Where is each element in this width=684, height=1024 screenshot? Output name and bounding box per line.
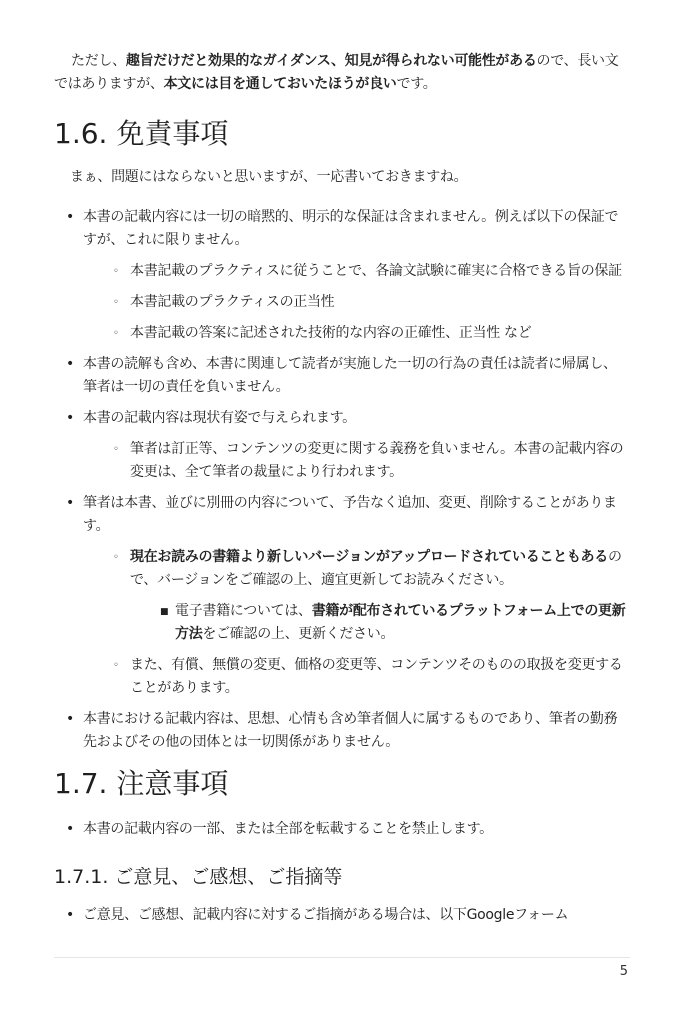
bullet-icon: • xyxy=(66,209,74,225)
list-item xyxy=(64,708,630,754)
feedback-list xyxy=(64,904,630,935)
page-number: 5 xyxy=(619,964,628,979)
sub-list-item-text: 本書記載のプラクティスに従うことで、各論文試験に確実に合格できる旨の保証 xyxy=(130,263,622,279)
sub-list-item xyxy=(112,291,630,314)
list-item-text: 本書の記載内容の一部、または全部を転載することを禁止します。 xyxy=(83,821,493,837)
sub-list-item-text: 本書記載のプラクティスの正当性 xyxy=(130,294,335,310)
circle-bullet-icon: ◦ xyxy=(113,297,119,308)
bullet-icon: • xyxy=(66,356,74,372)
intro-bold-1: 趣旨だけだと効果的なガイダンス、知見が得られない可能性がある xyxy=(125,53,537,69)
list-item xyxy=(64,353,630,399)
sub-list-item xyxy=(112,322,630,345)
intro-text-3: です。 xyxy=(396,76,437,92)
bullet-icon: • xyxy=(66,410,74,426)
circle-bullet-icon: ◦ xyxy=(113,660,119,671)
sub-list-item xyxy=(112,546,630,646)
sub-sub-item-bold: 書籍が配布されているプラットフォーム上での更新方法 xyxy=(175,603,626,642)
subsection-heading-feedback: 1.7.1. ご意見、ご感想、ご指摘等 xyxy=(54,866,343,888)
list-item xyxy=(64,904,630,927)
notes-list xyxy=(64,818,630,849)
bullet-icon: • xyxy=(66,907,74,923)
sub-list-item xyxy=(112,438,630,484)
sub-list xyxy=(83,438,630,484)
sub-list-item xyxy=(112,260,630,283)
intro-paragraph xyxy=(54,50,630,96)
sub-list-item-text: 筆者は訂正等、コンテンツの変更に関する義務を負いません。本書の記載内容の変更は、全て筆者の裁量により行われます。 xyxy=(130,441,624,480)
intro-text-2: ので、長い文ではありますが、 xyxy=(54,53,619,92)
sub-list xyxy=(83,546,630,700)
list-item xyxy=(64,492,630,700)
section-heading-disclaimer: 1.6. 免責事項 xyxy=(54,117,229,150)
list-item-text: 筆者は本書、並びに別冊の内容について、予告なく追加、変更、削除することがあります。 xyxy=(83,495,617,534)
sub-sub-item-text-2: をご確認の上、更新ください。 xyxy=(202,626,395,642)
section-heading-notes: 1.7. 注意事項 xyxy=(54,767,229,800)
intro-text-1: ただし、 xyxy=(71,53,126,69)
list-item-text: 本書の読解も含め、本書に関連して読者が実施した一切の行為の責任は読者に帰属し、筆者は一切の責任を負いません。 xyxy=(83,356,617,395)
bullet-icon: • xyxy=(66,495,74,511)
circle-bullet-icon: ◦ xyxy=(113,266,119,277)
sub-list-item-text: また、有償、無償の変更、価格の変更等、コンテンツそのものの取扱を変更することがあります。 xyxy=(130,657,623,696)
sub-list xyxy=(83,260,630,345)
sub-list-item-text: 本書記載の答案に記述された技術的な内容の正確性、正当性 など xyxy=(130,325,532,341)
sub-list-item-bold: 現在お読みの書籍より新しいバージョンがアップロードされていることもある xyxy=(130,549,608,565)
square-bullet-icon: ■ xyxy=(160,607,169,617)
list-item-text: 本書における記載内容は、思想、心情も含め筆者個人に属するものであり、筆者の勤務先およびその他の団体とは一切関係がありません。 xyxy=(83,711,618,750)
sub-sub-list-item xyxy=(158,600,630,646)
sub-sub-list xyxy=(130,600,630,646)
disclaimer-list xyxy=(64,206,630,762)
list-item xyxy=(64,407,630,484)
list-item-text: 本書の記載内容は現状有姿で与えられます。 xyxy=(83,410,356,426)
circle-bullet-icon: ◦ xyxy=(113,444,119,455)
footer-divider xyxy=(54,957,630,958)
disclaimer-lead: まぁ、問題にはならないと思いますが、一応書いておきますね。 xyxy=(70,169,468,185)
list-item xyxy=(64,206,630,345)
bullet-icon: • xyxy=(66,711,74,727)
list-item-text: 本書の記載内容には一切の暗黙的、明示的な保証は含まれません。例えば以下の保証ですが、これに限りません。 xyxy=(83,209,619,248)
intro-bold-2: 本文には目を通しておいたほうが良い xyxy=(163,76,397,92)
sub-list-item xyxy=(112,654,630,700)
bullet-icon: • xyxy=(66,821,74,837)
sub-list-item-text: ので、バージョンをご確認の上、適宜更新してお読みください。 xyxy=(130,549,622,588)
sub-sub-item-text-1: 電子書籍については、 xyxy=(175,603,312,619)
list-item-text: ご意見、ご感想、記載内容に対するご指摘がある場合は、以下Googleフォーム xyxy=(83,907,569,923)
circle-bullet-icon: ◦ xyxy=(113,552,119,563)
circle-bullet-icon: ◦ xyxy=(113,328,119,339)
list-item xyxy=(64,818,630,841)
